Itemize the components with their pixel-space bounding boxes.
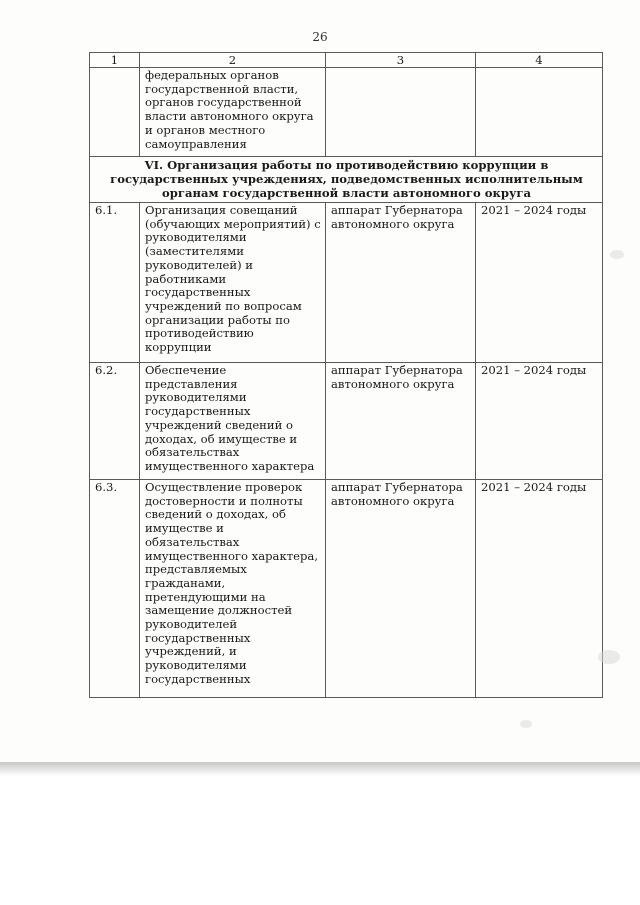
row-executor: аппарат Губернатора автономного округа: [326, 363, 476, 480]
table-row: [90, 363, 603, 480]
table-row: [90, 480, 603, 698]
header-cell-1: 1: [90, 53, 140, 68]
row-number: 6.2.: [90, 363, 140, 480]
row-executor: аппарат Губернатора автономного округа: [326, 203, 476, 363]
row-number: [90, 68, 140, 157]
row-term: [476, 68, 603, 157]
row-term: 2021 – 2024 годы: [476, 480, 603, 698]
header-cell-2: 2: [140, 53, 326, 68]
header-cell-4: 4: [476, 53, 603, 68]
section-title: VI. Организация работы по противодействию коррупции в государственных учреждениях, подведомственных исполнительным органам государственной власти автономного округа: [90, 157, 603, 203]
measures-table: [89, 52, 603, 698]
row-measure: федеральных органов государственной власти, органов государственной власти автономного округа и органов местного самоуправления: [140, 68, 326, 157]
row-number: 6.3.: [90, 480, 140, 698]
table-row: [90, 203, 603, 363]
row-measure: Осуществление проверок достоверности и полноты сведений о доходах, об имуществе и обязательствах имущественного характера, представляемых гражданами, претендующими на замещение должностей руководителей государственных учреждений, и руководителями государственных: [140, 480, 326, 698]
row-term: 2021 – 2024 годы: [476, 363, 603, 480]
row-measure: Организация совещаний (обучающих мероприятий) с руководителями (заместителями руководителей) и работниками государственных учреждений по вопросам организации работы по противодействию коррупции: [140, 203, 326, 363]
row-executor: аппарат Губернатора автономного округа: [326, 480, 476, 698]
row-executor: [326, 68, 476, 157]
table-row: [90, 68, 603, 157]
row-measure: Обеспечение представления руководителями государственных учреждений сведений о доходах, об имуществе и обязательствах имущественного характера: [140, 363, 326, 480]
page-number: 26: [312, 30, 328, 44]
header-cell-3: 3: [326, 53, 476, 68]
page-edge-shadow: [0, 762, 640, 776]
scan-speck: [520, 720, 532, 728]
table-header-row: [90, 53, 603, 68]
section-heading-row: [90, 157, 603, 203]
scan-speck: [610, 250, 624, 259]
scan-speck: [598, 650, 620, 664]
row-term: 2021 – 2024 годы: [476, 203, 603, 363]
row-number: 6.1.: [90, 203, 140, 363]
